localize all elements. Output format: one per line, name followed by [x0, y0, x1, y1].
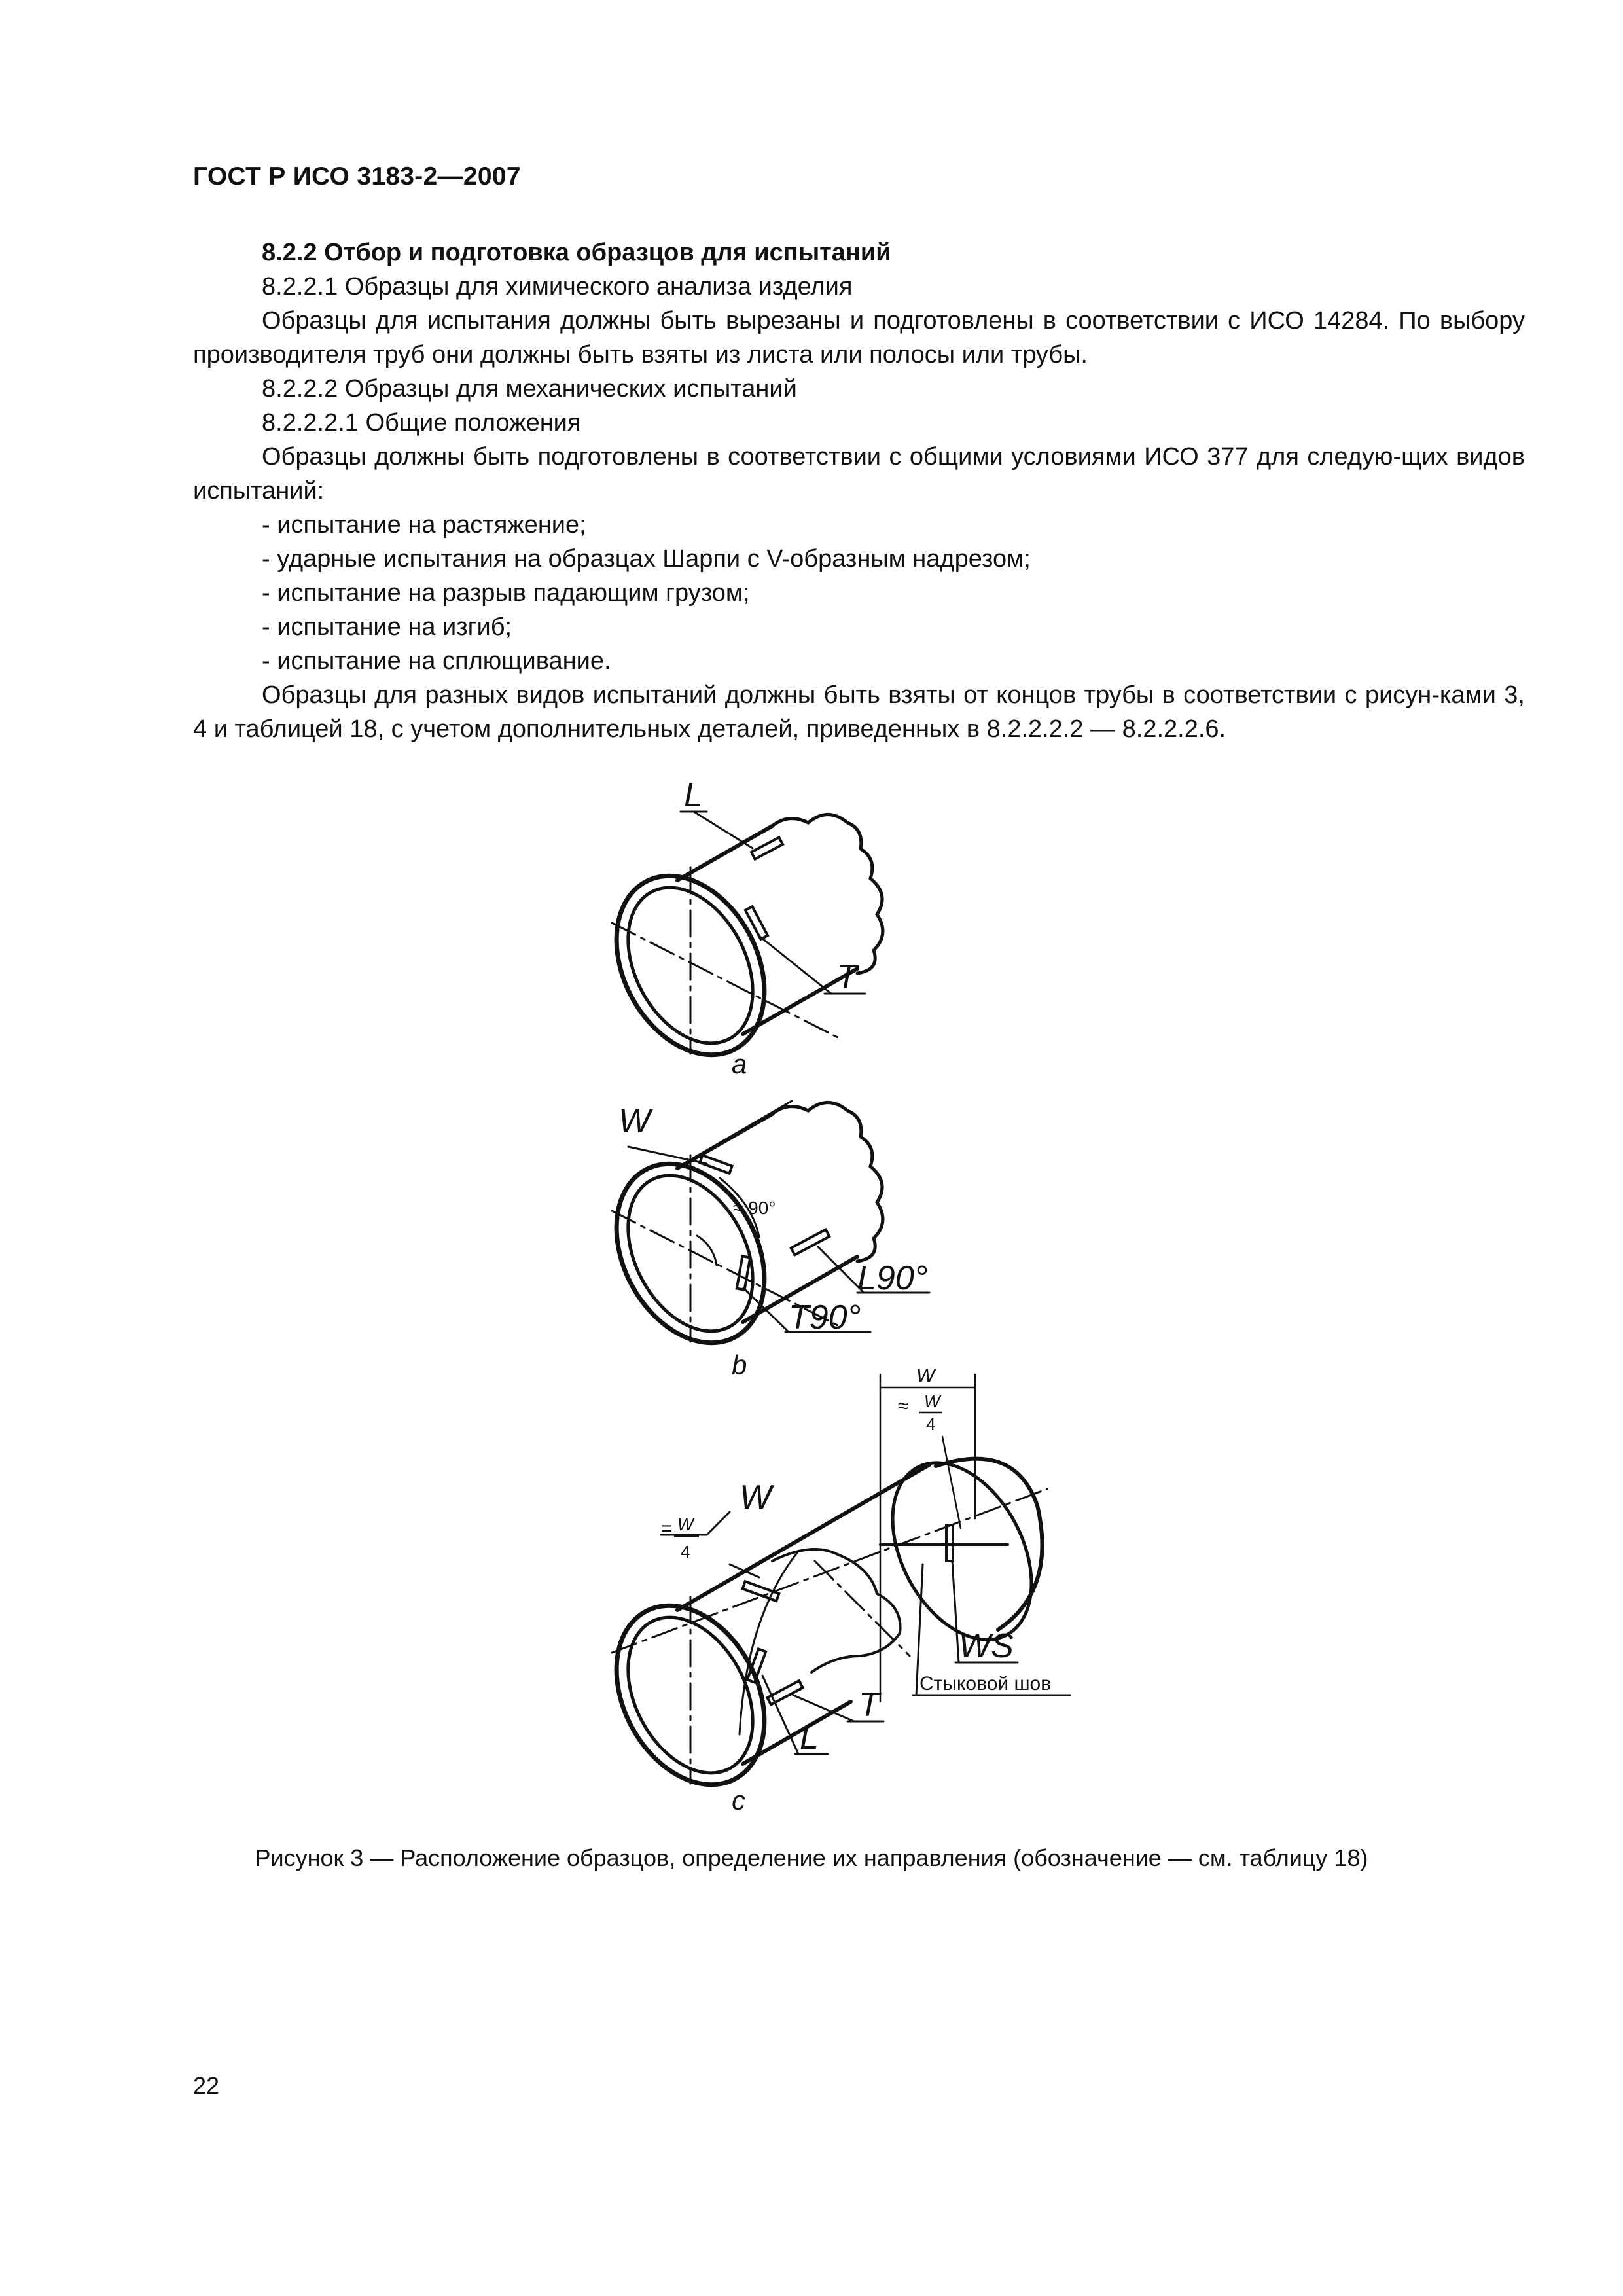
- label-WS: WS: [959, 1627, 1014, 1665]
- weld-label: Стыковой шов: [919, 1673, 1052, 1695]
- frac-num-left: W: [677, 1515, 694, 1534]
- pipe-drawing-c: [587, 1374, 1070, 1810]
- eq-sign: =: [661, 1518, 673, 1539]
- list-item: - испытание на изгиб;: [262, 613, 512, 641]
- list-item: - испытание на разрыв падающим грузом;: [262, 579, 750, 607]
- frac-num-top: W: [924, 1391, 940, 1411]
- list-item: - ударные испытания на образцах Шарпи с V-образным надрезом;: [262, 545, 1031, 573]
- figure-caption: Рисунок 3 — Расположение образцов, определение их направления (обозначение — см. таблицу 18): [255, 1844, 1368, 1871]
- label-L-a: L: [684, 776, 703, 814]
- label-L90: L90°: [857, 1259, 928, 1297]
- label-T-c: T: [859, 1686, 880, 1724]
- list-item: - испытание на растяжение;: [262, 511, 586, 539]
- label-L-c: L: [800, 1719, 819, 1757]
- list-item: - испытание на сплющивание.: [262, 647, 611, 675]
- frac-den-left: 4: [681, 1542, 690, 1562]
- frac-den-top: 4: [926, 1414, 936, 1434]
- pipe-drawing-b: [587, 1101, 929, 1369]
- standard-header: ГОСТ Р ИСО 3183-2—2007: [193, 162, 521, 190]
- label-W-c: W: [740, 1479, 772, 1516]
- label-W-b: W: [618, 1102, 651, 1140]
- paragraph-1: 8.2.2.1 Образцы для химического анализа изделия: [262, 273, 853, 300]
- angle-label: ≈ 90°: [733, 1198, 776, 1218]
- paragraph-3: 8.2.2.2 Образцы для механических испытаний: [262, 375, 797, 403]
- subfigure-c: c: [732, 1785, 745, 1816]
- paragraph-5: Образцы должны быть подготовлены в соответствии с общими условиями ИСО 377 для следую-щих видов испытаний:: [193, 443, 1525, 505]
- approx-sign: ≈: [898, 1395, 909, 1417]
- label-T90: T90°: [789, 1299, 861, 1336]
- subfigure-b: b: [732, 1350, 747, 1380]
- label-T-a: T: [836, 958, 857, 996]
- paragraph-2: Образцы для испытания должны быть вырезаны и подготовлены в соответствии с ИСО 14284. По выбору производителя труб они должны быть взяты из листа или полосы или трубы.: [193, 307, 1525, 368]
- section-heading: 8.2.2 Отбор и подготовка образцов для испытаний: [262, 239, 891, 266]
- page-number: 22: [193, 2072, 220, 2099]
- paragraph-6: Образцы для разных видов испытаний должны быть взяты от концов трубы в соответствии с рисун-ками 3, 4 и таблицей 18, с учетом дополнительных деталей, приведенных в 8.2.2.2.2 — 8.2.2.2.6.: [193, 681, 1525, 743]
- dim-W-top: W: [916, 1365, 935, 1387]
- paragraph-4: 8.2.2.2.1 Общие положения: [262, 409, 581, 437]
- pipe-drawing-a: [587, 812, 883, 1081]
- subfigure-a: a: [732, 1049, 747, 1079]
